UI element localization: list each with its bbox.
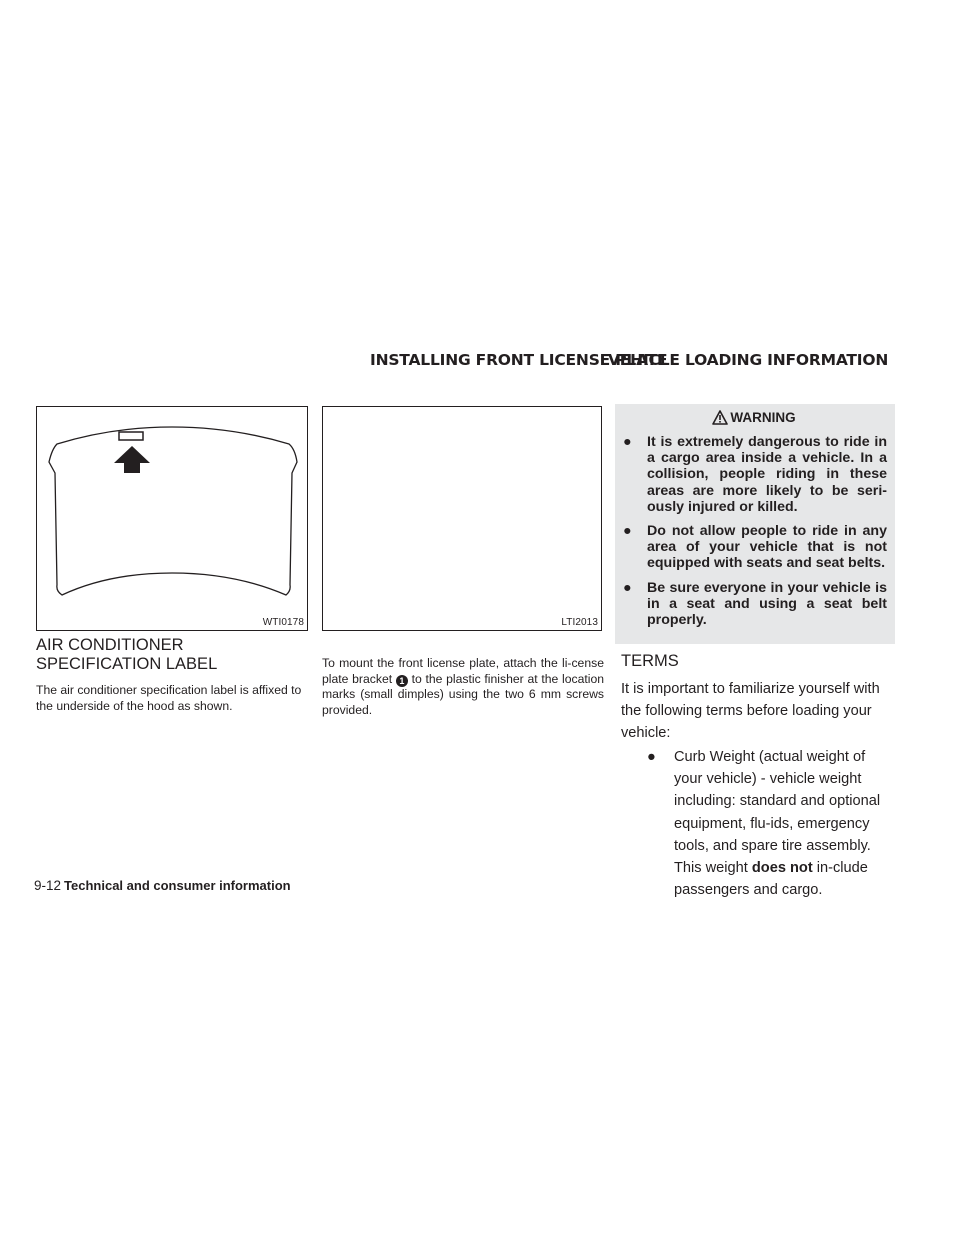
warning-triangle-icon: [712, 410, 728, 425]
curb-weight-item: [647, 746, 897, 901]
warning-item: ● Be sure everyone in your vehicle is in a seat and using a seat belt properly.: [623, 579, 887, 629]
bullet-icon: ●: [623, 434, 632, 450]
terms-intro: It is important to familiarize yourself with the following terms before loading your vehicle:: [621, 681, 880, 742]
terms-heading: TERMS: [621, 652, 679, 670]
section-header-license-plate: INSTALLING FRONT LICENSE PLATE: [370, 351, 668, 369]
ac-label-body: The air conditioner specification label is affixed to the underside of the hood as shown.: [36, 683, 302, 713]
license-plate-figure: [322, 406, 602, 631]
hood-figure: [36, 406, 308, 631]
bullet-icon: ●: [647, 749, 656, 765]
warning-item: ● Do not allow people to ride in any area of your vehicle that is not equipped with seats and seat belts.: [623, 523, 887, 572]
footer-title: Technical and consumer information: [64, 878, 291, 893]
section-header-vehicle-loading: VEHICLE LOADING INFORMATION: [608, 351, 889, 369]
ac-label-heading: AIR CONDITIONER SPECIFICATION LABEL: [36, 636, 218, 673]
callout-1-icon: 1: [396, 675, 408, 687]
bullet-icon: ●: [623, 523, 632, 540]
bullet-icon: ●: [623, 579, 632, 596]
license-plate-body: [322, 656, 604, 718]
figure-code: LTI2013: [561, 617, 598, 628]
warning-title: [621, 410, 887, 426]
license-text-start: To mount the front license plate, attach the li-cense plate bracket: [322, 656, 604, 686]
curb-weight-text: Curb Weight (actual weight of your vehicle) - vehicle weight including: standard and optional equipment, flu-ids, emergency tools, and spare tire assembly. This weight does not in-clude passengers and cargo.: [674, 749, 881, 899]
page-footer: [34, 877, 291, 895]
license-text-end: to the plastic finisher at the location marks (small dimples) using the two 6 mm screws provided.: [322, 671, 605, 717]
hood-diagram-icon: [37, 407, 307, 630]
page-number: 9-12: [34, 878, 62, 893]
warning-title-text: WARNING: [730, 410, 796, 425]
warning-box: [615, 404, 895, 644]
warning-item: ● It is extremely dangerous to ride in a cargo area inside a vehicle. In a collision, people riding in these areas are more likely to be seri-ously injured or killed.: [623, 434, 887, 515]
figure-code: WTI0178: [262, 617, 304, 628]
